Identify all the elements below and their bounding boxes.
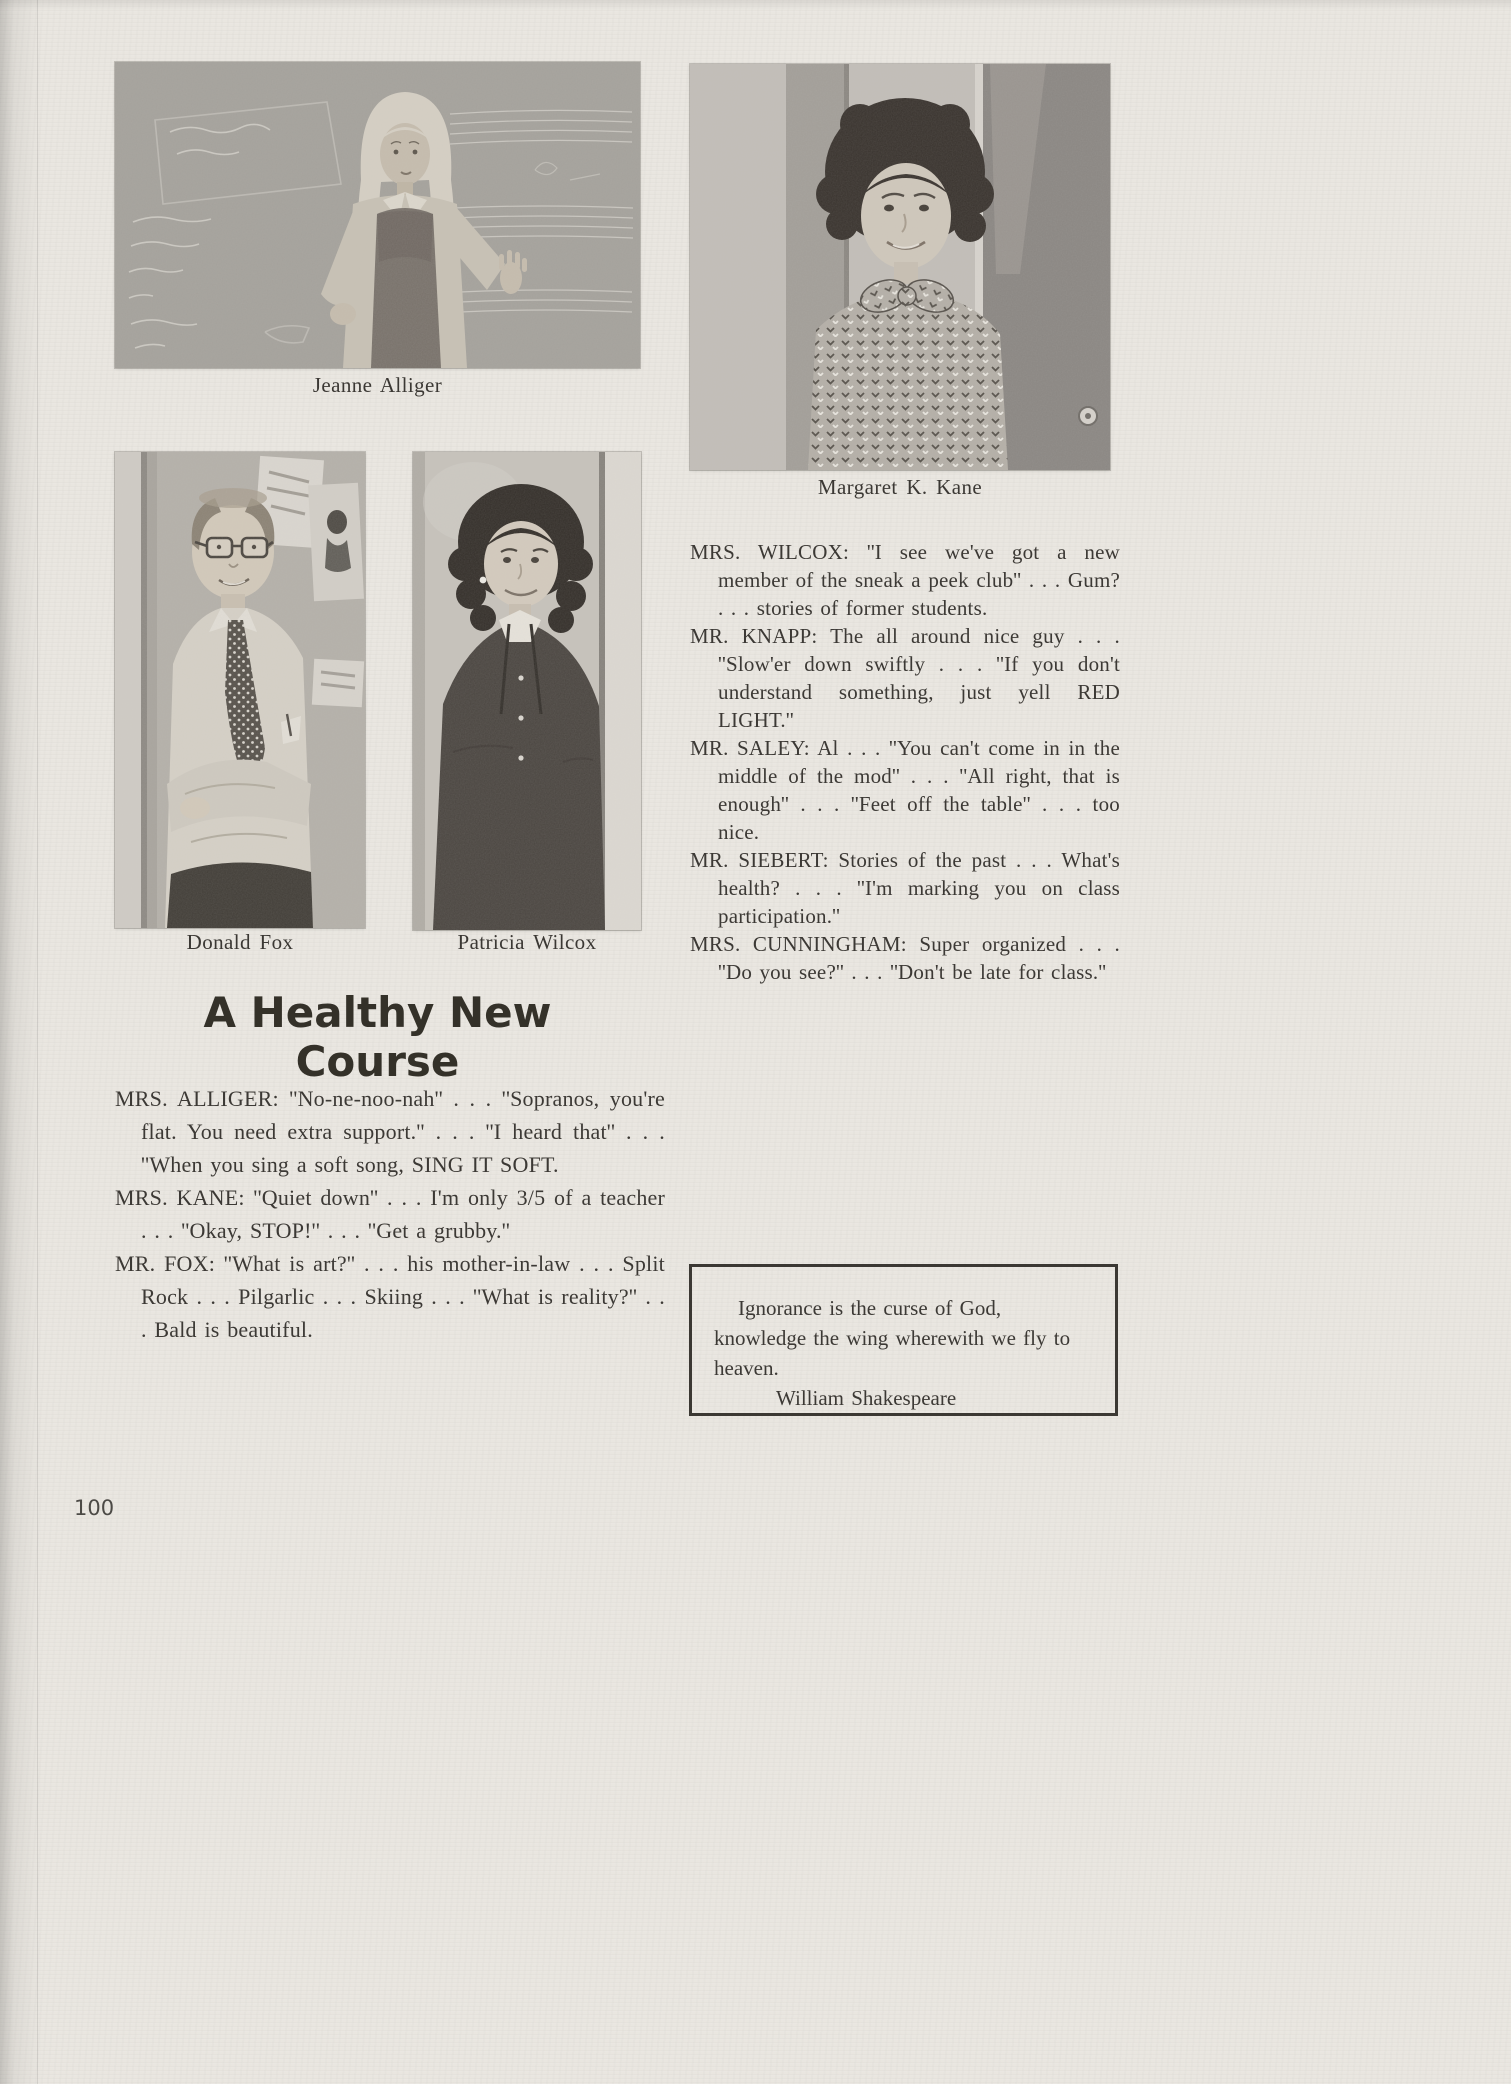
- quote-line: heaven.: [714, 1356, 779, 1380]
- quote-entry-siebert: [690, 846, 1120, 930]
- quote-text: ''I see we've got a new member of the sneak a peek club'' . . . Gum? . . . stories of former students.: [718, 540, 1120, 620]
- speaker-name: MR. SALEY:: [690, 736, 810, 760]
- quote-text: ''What is art?'' . . . his mother-in-law . . . Split Rock . . . Pilgarlic . . . Skiing . . . ''What is reality?'' . . . Bald is beautiful.: [141, 1251, 665, 1342]
- shakespeare-quote-box: [689, 1264, 1118, 1416]
- caption-jeanne-alliger: Jeanne Alliger: [312, 373, 443, 397]
- quote-entry-fox: [115, 1247, 665, 1346]
- speaker-name: MR. KNAPP:: [690, 624, 818, 648]
- section-heading: A Healthy New Course: [203, 988, 552, 1086]
- quote-entry-knapp: [690, 622, 1120, 734]
- quote-entry-kane: [115, 1181, 665, 1247]
- faculty-quotes-left-column: [115, 1082, 665, 1346]
- speaker-name: MRS. ALLIGER:: [115, 1086, 279, 1111]
- quote-entry-alliger: [115, 1082, 665, 1181]
- faculty-quotes-right-column: [690, 538, 1120, 986]
- photo-jeanne-alliger: [115, 62, 640, 368]
- page-top-shading: [0, 0, 1511, 10]
- quote-line: knowledge the wing wherewith we fly to: [714, 1326, 1071, 1350]
- portrait-illustration: [413, 452, 641, 930]
- photo-margaret-kane: [690, 64, 1110, 470]
- portrait-illustration: [690, 64, 1110, 470]
- caption-patricia-wilcox: Patricia Wilcox: [457, 930, 597, 954]
- quote-entry-cunningham: [690, 930, 1120, 986]
- speaker-name: MRS. CUNNINGHAM:: [690, 932, 907, 956]
- quote-entry-saley: [690, 734, 1120, 846]
- quote-text: ''Quiet down'' . . . I'm only 3/5 of a teacher . . . ''Okay, STOP!'' . . . ''Get a grubby.'': [141, 1185, 666, 1243]
- speaker-name: MRS. KANE:: [115, 1185, 245, 1210]
- speaker-name: MR. SIEBERT:: [690, 848, 829, 872]
- quote-text: ''No-ne-noo-nah'' . . . ''Sopranos, you're flat. You need extra support.'' . . . ''I heard that'' . . . ''When you sing a soft song, SING IT SOFT.: [141, 1086, 666, 1177]
- speaker-name: MR. FOX:: [115, 1251, 216, 1276]
- quote-text: Super organized . . . ''Do you see?'' . . . ''Don't be late for class.'': [718, 932, 1120, 984]
- photo-donald-fox: [115, 452, 365, 928]
- quote-line: Ignorance is the curse of God,: [738, 1296, 1002, 1320]
- chalkboard-scene-illustration: [115, 62, 640, 368]
- photo-patricia-wilcox: [413, 452, 641, 930]
- quote-attribution: William Shakespeare: [776, 1386, 957, 1410]
- quote-entry-wilcox: [690, 538, 1120, 622]
- portrait-illustration: [115, 452, 365, 928]
- quote-text: The all around nice guy . . . ''Slow'er down swiftly . . . ''If you don't understand something, just yell RED LIGHT.'': [718, 624, 1121, 732]
- caption-margaret-kane: Margaret K. Kane: [817, 475, 983, 499]
- quote-text: Stories of the past . . . What's health? . . . ''I'm marking you on class participation.'': [718, 848, 1121, 928]
- page-gutter-shading: [0, 0, 42, 2084]
- speaker-name: MRS. WILCOX:: [690, 540, 850, 564]
- quote-text: Al . . . ''You can't come in in the middle of the mod'' . . . ''All right, that is enough'' . . . ''Feet off the table'' . . . too nice.: [718, 736, 1120, 844]
- page-crease-line: [37, 0, 38, 2084]
- caption-donald-fox: Donald Fox: [186, 930, 294, 954]
- page-number: 100: [74, 1496, 115, 1520]
